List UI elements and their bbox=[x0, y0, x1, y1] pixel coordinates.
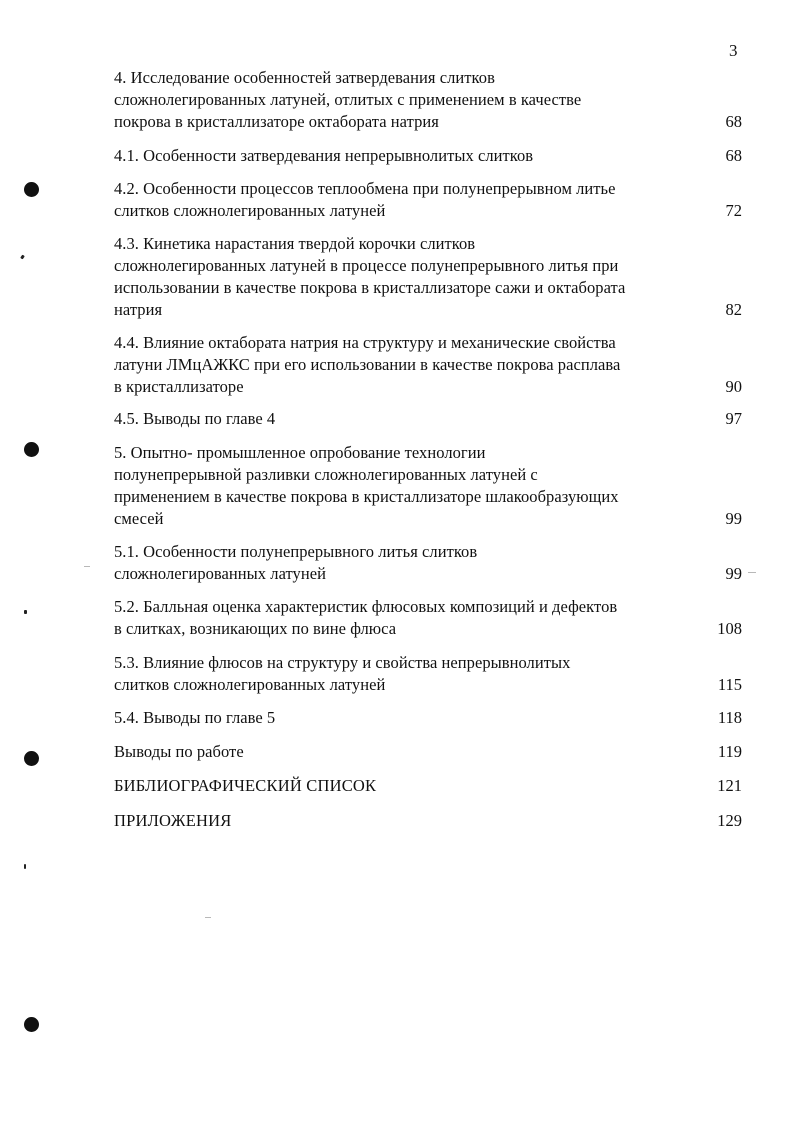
toc-entry-5 bbox=[114, 442, 742, 530]
toc-entry-title: 5.1. Особенности полунепрерывного литья слитков сложнолегированных латуней bbox=[114, 542, 478, 583]
scan-faint-line bbox=[748, 572, 756, 573]
toc-entry-page: 118 bbox=[717, 708, 742, 727]
toc-entry-page: 129 bbox=[717, 811, 742, 830]
toc-entry-5-4 bbox=[114, 707, 742, 729]
toc-entry-title: 5.4. Выводы по главе 5 bbox=[114, 708, 276, 727]
toc-entry-page: 97 bbox=[725, 409, 742, 428]
binder-hole-dot bbox=[24, 751, 39, 766]
toc-entry-page: 121 bbox=[717, 776, 742, 795]
toc-entry-title: БИБЛИОГРАФИЧЕСКИЙ СПИСОК bbox=[114, 776, 377, 795]
toc-entry-page: 90 bbox=[725, 377, 742, 396]
page-number: 3 bbox=[729, 41, 738, 60]
toc-entry-page: 99 bbox=[725, 564, 742, 583]
binder-hole-dot bbox=[24, 1017, 39, 1032]
toc-entry-title: 4.5. Выводы по главе 4 bbox=[114, 409, 276, 428]
scan-speck bbox=[24, 864, 26, 869]
scan-speck bbox=[20, 255, 25, 260]
toc-entry-page: 119 bbox=[717, 742, 742, 761]
toc-entry-title: 4.4. Влияние октабората натрия на структуру и механические свойства латуни ЛМцАЖКС при его использовании в качестве покрова расплава в кристаллизаторе bbox=[114, 333, 621, 396]
binder-hole-dot bbox=[24, 442, 39, 457]
toc-entry-title: Выводы по работе bbox=[114, 742, 244, 761]
toc-entry-4-3 bbox=[114, 233, 742, 321]
toc-entry-page: 72 bbox=[725, 201, 742, 220]
toc-entry-4-1 bbox=[114, 145, 742, 167]
toc-entry-page: 68 bbox=[725, 112, 742, 131]
binder-hole-dot bbox=[24, 182, 39, 197]
toc-entry-title: 4.1. Особенности затвердевания непрерывнолитых слитков bbox=[114, 146, 534, 165]
toc-entry-conclusions bbox=[114, 741, 742, 763]
scan-faint-line bbox=[205, 917, 211, 918]
toc-entry-5-1 bbox=[114, 541, 742, 585]
toc-entry-title: 4.3. Кинетика нарастания твердой корочки слитков сложнолегированных латуней в процессе полунепрерывного литья при использовании в качестве покрова в кристаллизаторе сажи и октабората натрия bbox=[114, 234, 626, 319]
toc-entry-page: 68 bbox=[725, 146, 742, 165]
toc-entry-page: 108 bbox=[717, 619, 742, 638]
toc-entry-title: 5. Опытно- промышленное опробование технологии полунепрерывной разливки сложнолегированных латуней с применением в качестве покрова в кристаллизаторе шлакообразующих смесей bbox=[114, 443, 619, 528]
toc-entry-title: 5.3. Влияние флюсов на структуру и свойства непрерывнолитых слитков сложнолегированных латуней bbox=[114, 653, 571, 694]
toc-entry-4-5 bbox=[114, 408, 742, 430]
toc-entry-page: 115 bbox=[717, 675, 742, 694]
toc-entry-4-4 bbox=[114, 332, 742, 398]
toc-entry-page: 99 bbox=[725, 509, 742, 528]
toc-entry-title: 4.2. Особенности процессов теплообмена при полунепрерывном литье слитков сложнолегированных латуней bbox=[114, 179, 616, 220]
toc-entry-5-3 bbox=[114, 652, 742, 696]
toc-entry-page: 82 bbox=[725, 300, 742, 319]
toc-entry-bibliography bbox=[114, 775, 742, 797]
toc-entry-title: 5.2. Балльная оценка характеристик флюсовых композиций и дефектов в слитках, возникающих по вине флюса bbox=[114, 597, 618, 638]
scan-speck bbox=[24, 610, 27, 614]
toc-entry-title: ПРИЛОЖЕНИЯ bbox=[114, 811, 232, 830]
toc-entry-4 bbox=[114, 67, 742, 133]
toc-entry-title: 4. Исследование особенностей затвердевания слитков сложнолегированных латуней, отлитых с применением в качестве покрова в кристаллизаторе октабората натрия bbox=[114, 68, 582, 131]
toc-entry-4-2 bbox=[114, 178, 742, 222]
toc-entry-appendices bbox=[114, 810, 742, 832]
toc-entry-5-2 bbox=[114, 596, 742, 640]
scan-faint-line bbox=[84, 566, 90, 567]
